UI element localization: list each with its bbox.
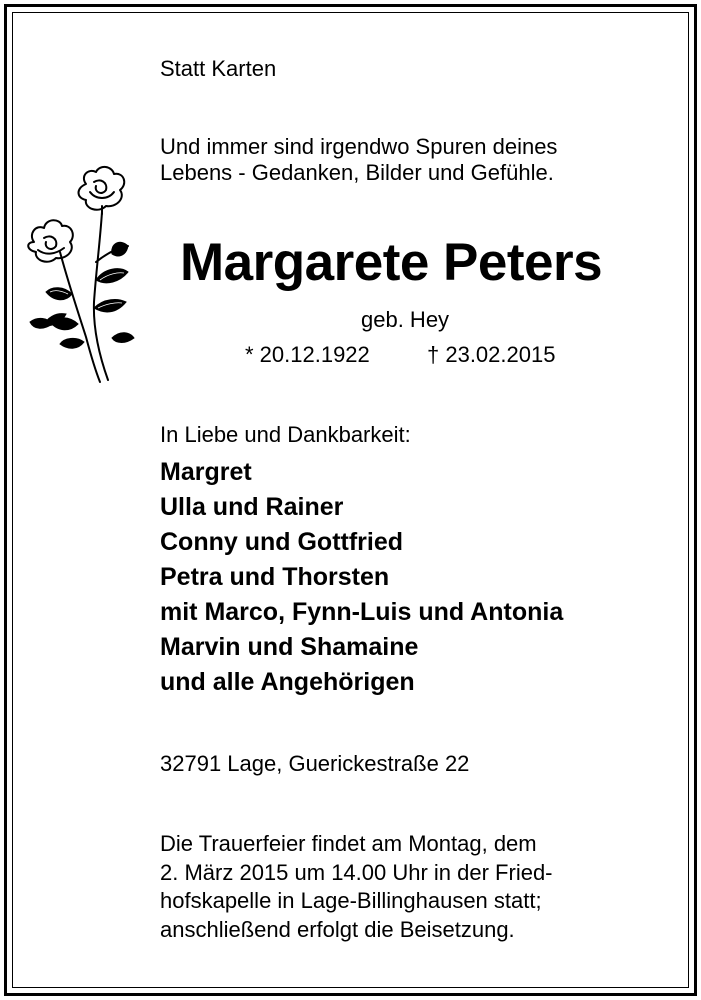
survivor-name: mit Marco, Fynn-Luis und Antonia (160, 598, 564, 626)
quote-line-1: Und immer sind irgendwo Spuren deines (160, 134, 558, 159)
ceremony-line: hofskapelle in Lage-Billinghausen statt; (160, 888, 542, 913)
dedication-intro: In Liebe und Dankbarkeit: (160, 422, 411, 447)
ceremony-line: Die Trauerfeier findet am Montag, dem (160, 831, 537, 856)
quote-line-2: Lebens - Gedanken, Bilder und Gefühle. (160, 160, 554, 185)
birth-date: * 20.12.1922 (245, 342, 370, 367)
deceased-name: Margarete Peters (180, 233, 603, 292)
survivor-name: und alle Angehörigen (160, 668, 415, 696)
ceremony-line: 2. März 2015 um 14.00 Uhr in der Fried- (160, 859, 553, 885)
survivors-list (160, 455, 563, 700)
ceremony-line: anschließend erfolgt die Beisetzung. (160, 916, 515, 942)
rose-icon (16, 162, 144, 384)
survivor-name: Conny und Gottfried (160, 528, 404, 556)
maiden-name: geb. Hey (361, 307, 450, 332)
ceremony-details (160, 830, 553, 944)
survivor-name: Marvin und Shamaine (160, 633, 419, 661)
survivor-name: Petra und Thorsten (160, 563, 390, 591)
notice-header: Statt Karten (160, 56, 277, 81)
death-date: † 23.02.2015 (427, 342, 556, 367)
survivor-name: Margret (160, 458, 252, 486)
survivor-name: Ulla und Rainer (160, 493, 344, 521)
address: 32791 Lage, Guerickestraße 22 (160, 751, 470, 776)
